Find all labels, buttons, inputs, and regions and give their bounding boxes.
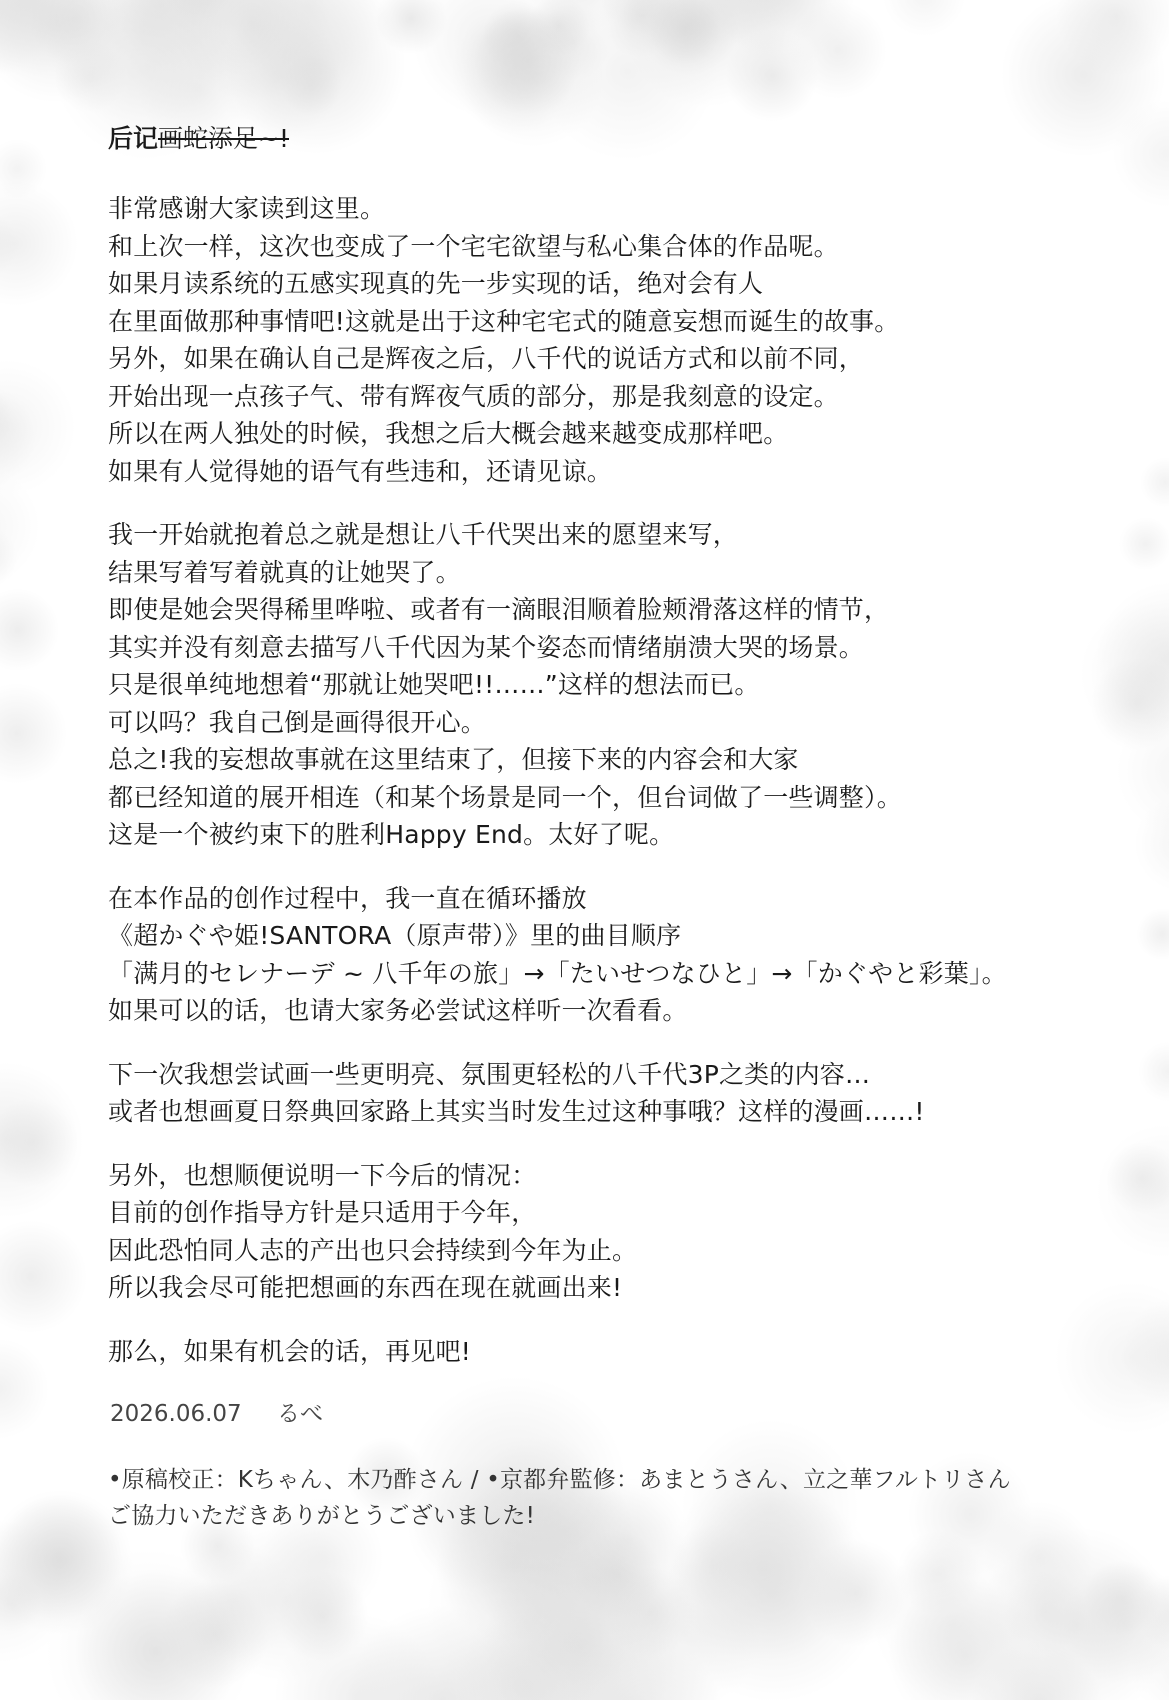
bokeh-circle bbox=[0, 359, 76, 495]
bokeh-circle bbox=[1137, 908, 1169, 960]
text-line: 在本作品的创作过程中，我一直在循环播放 bbox=[108, 883, 587, 913]
text-line: 只是很单纯地想着“那就让她哭吧!!……”这样的想法而已。 bbox=[108, 670, 760, 699]
text-line: 或者也想画夏日祭典回家路上其实当时发生过这种事哦？这样的漫画……! bbox=[108, 1097, 925, 1126]
text-line: 在里面做那种事情吧!这就是出于这种宅宅式的随意妄想而诞生的故事。 bbox=[108, 306, 900, 336]
paragraph bbox=[108, 1056, 1048, 1131]
title-subtitle: 画蛇添足~! bbox=[158, 124, 289, 153]
bokeh-circle bbox=[0, 589, 59, 672]
credits-line: •原稿校正：Kちゃん、木乃酢さん / •京都弁監修：あまとうさん、立之華フルトリさん bbox=[108, 1467, 1011, 1493]
signature-date: 2026.06.07 bbox=[110, 1401, 242, 1427]
bokeh-circle bbox=[474, 8, 581, 115]
text-line: 非常感谢大家读到这里。 bbox=[108, 194, 386, 223]
paragraph bbox=[108, 1333, 1048, 1371]
text-line: 和上次一样，这次也变成了一个宅宅欲望与私心集合体的作品呢。 bbox=[108, 231, 839, 261]
bokeh-circle bbox=[54, 41, 126, 113]
bokeh-circle bbox=[883, 0, 966, 37]
text-line: 所以我会尽可能把想画的东西在现在就画出来! bbox=[108, 1273, 623, 1302]
text-line: 可以吗？我自己倒是画得很开心。 bbox=[108, 707, 487, 737]
bokeh-circle bbox=[1080, 603, 1169, 746]
text-line: 因此恐怕同人志的产出也只会持续到今年为止。 bbox=[108, 1235, 638, 1265]
text-line: 结果写着写着就真的让她哭了。 bbox=[108, 557, 461, 587]
bokeh-circle bbox=[1119, 517, 1169, 570]
text-line: 如果月读系统的五感实现真的先一步实现的话，绝对会有人 bbox=[108, 269, 764, 298]
text-line: 下一次我想尝试画一些更明亮、氛围更轻松的八千代3P之类的内容… bbox=[108, 1059, 871, 1089]
signature-author: るべ bbox=[277, 1401, 324, 1427]
bokeh-circle bbox=[203, 1520, 364, 1681]
text-line: 总之!我的妄想故事就在这里结束了，但接下来的内容会和大家 bbox=[108, 745, 799, 774]
text-line: 另外，如果在确认自己是辉夜之后，八千代的说话方式和以前不同， bbox=[108, 344, 865, 373]
bokeh-circle bbox=[0, 683, 67, 784]
bokeh-circle bbox=[0, 1339, 49, 1440]
text-line: 开始出现一点孩子气、带有辉夜气质的部分，那是我刻意的设定。 bbox=[108, 381, 839, 411]
credits bbox=[108, 1462, 1048, 1534]
text-line: 其实并没有刻意去描写八千代因为某个姿态而情绪崩溃大哭的场景。 bbox=[108, 632, 865, 662]
paragraph bbox=[108, 1157, 1048, 1307]
text-line: 我一开始就抱着总之就是想让八千代哭出来的愿望来写， bbox=[108, 520, 739, 549]
body-paragraphs bbox=[108, 190, 1048, 1370]
paragraph bbox=[108, 516, 1048, 854]
afterword-content bbox=[108, 118, 1048, 1534]
text-line: 那么，如果有机会的话，再见吧! bbox=[108, 1336, 472, 1366]
bokeh-circle bbox=[1138, 1042, 1169, 1102]
bokeh-circle bbox=[0, 1220, 87, 1333]
bokeh-circle bbox=[1140, 458, 1169, 508]
text-line: 所以在两人独处的时候，我想之后大概会越来越变成那样吧。 bbox=[108, 419, 789, 448]
signature bbox=[110, 1396, 1048, 1432]
credits-line: ご協力いただきありがとうございました! bbox=[108, 1503, 536, 1529]
text-line: 都已经知道的展开相连（和某个场景是同一个，但台词做了一些调整）。 bbox=[108, 782, 902, 812]
text-line: 目前的创作指导方针是只适用于今年， bbox=[108, 1198, 537, 1227]
paragraph bbox=[108, 190, 1048, 490]
text-line: 《超かぐや姫!SANTORA（原声带）》里的曲目顺序 bbox=[108, 921, 682, 950]
text-line: 这是一个被约束下的胜利Happy End。太好了呢。 bbox=[108, 820, 675, 849]
bokeh-circle bbox=[874, 1545, 1030, 1700]
text-line: 「满月的セレナーデ ~ 八千年の旅」→「たいせつなひと」→「かぐやと彩葉」。 bbox=[108, 958, 1007, 988]
bokeh-circle bbox=[1096, 1124, 1169, 1258]
bokeh-circle bbox=[789, 2, 887, 100]
text-line: 如果可以的话，也请大家务必尝试这样听一次看看。 bbox=[108, 996, 688, 1025]
text-line: 另外，也想顺便说明一下今后的情况： bbox=[108, 1160, 537, 1190]
bokeh-circle bbox=[281, 55, 342, 116]
title-main: 后记 bbox=[108, 124, 159, 153]
text-line: 即使是她会哭得稀里哗啦、或者有一滴眼泪顺着脸颊滑落这样的情节， bbox=[108, 595, 890, 624]
page-title bbox=[108, 118, 1048, 160]
text-line: 如果有人觉得她的语气有些违和，还请见谅。 bbox=[108, 456, 613, 486]
paragraph bbox=[108, 880, 1048, 1030]
